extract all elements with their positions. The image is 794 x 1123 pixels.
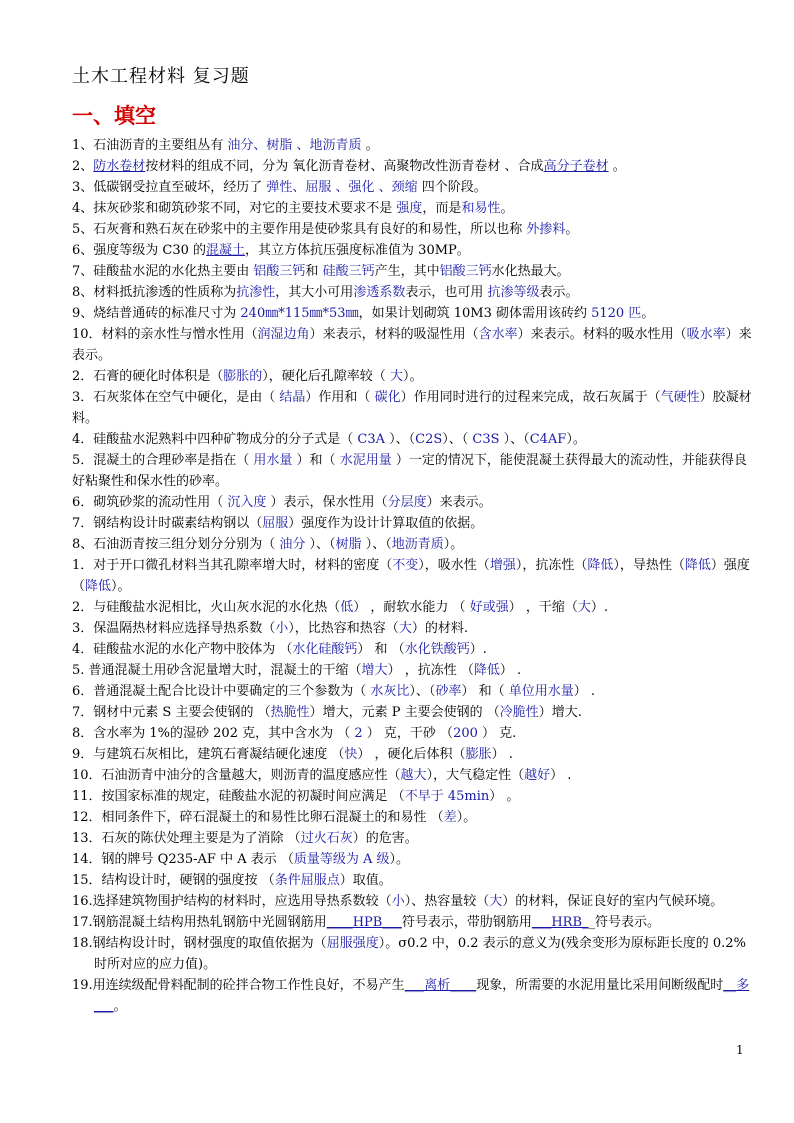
question-text: ）增大. (538, 705, 582, 720)
question-text: 。 (113, 999, 127, 1014)
question-text: ）、（ (305, 537, 336, 552)
question-item (72, 219, 752, 240)
question-text: ），比热容和热容（ (288, 621, 399, 636)
answer-text: 水化硅酸钙 (292, 642, 358, 657)
answer-text: C2S (415, 432, 443, 447)
answer-text: 降低 (587, 558, 614, 573)
question-text: ）的材料，保证良好的室内气候环境。 (502, 894, 724, 909)
question-list (72, 135, 752, 1017)
question-text: ） ，耐软水能力 （ (353, 600, 470, 615)
question-item (72, 744, 752, 765)
answer-text: 大 (489, 894, 503, 909)
answer-text: 增强 (489, 558, 516, 573)
section-heading: 一、填空 (72, 104, 156, 128)
question-text: 18.钢结构设计时，钢材强度的取值依据为（ (72, 936, 327, 951)
answer-text: 快 (344, 747, 358, 762)
answer-text: 和易性 (461, 201, 501, 216)
answer-text: 油分、树脂 、地沥青质 (227, 138, 362, 153)
question-text: 14．钢的牌号 Q235-AF 中 A 表示 （ (72, 852, 294, 867)
question-text: ）、（ (499, 432, 530, 447)
answer-text: 分层度 (387, 495, 427, 510)
question-text: ）。σ0.2 中，0.2 表示的意义为(残余变形为原标距长度的 0.2%时所对应的应力值)。 (94, 936, 746, 972)
answer-text: 屈服强度 (326, 936, 379, 951)
question-item (72, 807, 752, 828)
question-text: ） 。 (489, 789, 520, 804)
question-item (72, 618, 752, 639)
question-text: ），导热性（ (613, 558, 685, 573)
question-text: 3、低碳钢受拉直至破坏，经历了 (72, 180, 267, 195)
question-text: 和 (305, 264, 323, 279)
answer-text: 质量等级为 A 级 (293, 852, 390, 867)
question-text: ），硬化后孔隙率较（ (262, 369, 390, 384)
question-text: 5. 普通混凝土用砂含泥量增大时，混凝土的干缩（ (72, 663, 362, 678)
question-item (72, 534, 752, 555)
question-text: 。 (565, 222, 579, 237)
question-item (72, 513, 752, 534)
answer-text: 降低 (85, 579, 112, 594)
question-text: ）、热容量较（ (404, 894, 490, 909)
answer-text: 膨胀 (465, 747, 492, 762)
question-text: ），大气稳定性（ (426, 768, 525, 783)
answer-text: 含水率 (478, 327, 518, 342)
question-text: ） ，硬化后体积（ (357, 747, 466, 762)
question-text: ）取值。 (339, 873, 392, 888)
question-text: 8、石油沥青按三组分划分分别为（ (72, 537, 280, 552)
page-number: 1 (736, 1043, 744, 1057)
question-text: 8．含水率为 1%的湿砂 202 克，其中含水为 （ (72, 726, 355, 741)
question-text: 11．按国家标准的规定，硅酸盐水泥的初凝时间应满足 （ (72, 789, 405, 804)
question-item (72, 870, 752, 891)
question-text: 7．钢结构设计时碳素结构钢以（ (72, 516, 263, 531)
answer-text: C3A (357, 432, 386, 447)
question-text: 符号表示，带肋钢筋用 (401, 915, 532, 930)
question-text: ）、（ (385, 432, 416, 447)
question-text: ）增大，元素 P 主要会使钢的 （ (309, 705, 500, 720)
answer-text: 油分 (279, 537, 306, 552)
answer-text: 热脆性 (270, 705, 310, 720)
answer-text: 气硬性 (660, 390, 700, 405)
question-text: 。 (361, 138, 379, 153)
question-text: 19.用连续级配骨料配制的砼拌合物工作性良好，不易产生 (72, 978, 405, 993)
question-item (72, 723, 752, 744)
question-text: 13．石灰的陈伏处理主要是为了消除 （ (72, 831, 301, 846)
question-text: ）来表示。 (426, 495, 492, 510)
answer-text: 水灰比 (370, 684, 410, 699)
answer-text: 2 (354, 726, 363, 741)
answer-text: 条件屈服点 (274, 873, 340, 888)
question-text: 15．结构设计时，硬钢的强度按 （ (72, 873, 275, 888)
question-text: ）的材料. (411, 621, 468, 636)
question-text: ） 克，干砂 （ (362, 726, 454, 741)
question-item (72, 975, 752, 1017)
question-item (72, 765, 752, 786)
question-item (72, 177, 752, 198)
question-text: ）表示，保水性用（ (266, 495, 388, 510)
question-text: 12．相同条件下，碎石混凝土的和易性比卵石混凝土的和易性 （ (72, 810, 444, 825)
question-text: ）、（ (361, 537, 392, 552)
answer-text: 吸水率 (686, 327, 726, 342)
answer-text: 高分子卷材 (543, 159, 609, 174)
question-text: ）。 (111, 579, 131, 594)
answer-text: 不早于 45min (404, 789, 490, 804)
question-text: 1．对于开口微孔材料当其孔隙率增大时，材料的密度（ (72, 558, 393, 573)
question-text: ）来表示，材料的吸湿性用（ (309, 327, 479, 342)
question-text: ）、（ (409, 684, 436, 699)
question-item (72, 828, 752, 849)
question-item (72, 387, 752, 429)
question-text: ） ，干缩（ (508, 600, 578, 615)
answer-text: 5120 匹 (591, 306, 642, 321)
answer-text: 越好 (524, 768, 551, 783)
answer-text: 混凝土 (206, 243, 246, 258)
question-item (72, 912, 752, 933)
question-text: 9．与建筑石灰相比，建筑石膏凝结硬化速度 （ (72, 747, 345, 762)
question-item (72, 240, 752, 261)
question-text: ）. (590, 600, 609, 615)
question-text: 2．石膏的硬化时体积是（ (72, 369, 224, 384)
question-text: 8、材料抵抗渗透的性质称为 (72, 285, 237, 300)
question-item (72, 135, 752, 156)
question-text: _符号表示。 (588, 915, 661, 930)
answer-text: 单位用水量 (508, 684, 574, 699)
question-text: 6．砌筑砂浆的流动性用（ (72, 495, 228, 510)
question-text: 4．硅酸盐水泥的水化产物中胶体为 （ (72, 642, 293, 657)
question-text: 四个阶段。 (417, 180, 487, 195)
question-text: ）作用和（ (305, 390, 375, 405)
question-text: ）的危害。 (352, 831, 418, 846)
question-text: 表示。 (539, 285, 579, 300)
question-text: ，其大小可用 (275, 285, 354, 300)
question-text: ） 和 （ (357, 642, 405, 657)
question-text: ）强度作为设计计算取值的依据。 (288, 516, 484, 531)
question-text: ）。 (389, 852, 410, 867)
question-item (72, 891, 752, 912)
question-text: ），吸水性（ (418, 558, 490, 573)
answer-text: 大 (389, 369, 403, 384)
answer-text: 过火石灰 (300, 831, 353, 846)
answer-text: 大 (398, 621, 412, 636)
document-title: 土木工程材料 复习题 (72, 66, 250, 87)
question-text: ）来表示。材料的吸水性用（ (517, 327, 687, 342)
answer-text: 硅酸三钙 (322, 264, 375, 279)
answer-text: 砂率 (435, 684, 462, 699)
answer-text: 铝酸三钙 (253, 264, 306, 279)
answer-text: 差 (443, 810, 457, 825)
question-text: 。 (500, 201, 514, 216)
answer-text: 好或强 (469, 600, 509, 615)
question-text: ，而是 (422, 201, 462, 216)
answer-text: 润湿边角 (257, 327, 310, 342)
question-text: ） ，抗冻性 （ (387, 663, 474, 678)
answer-text: ___HRB_ (531, 915, 589, 930)
question-item (72, 303, 752, 324)
question-text: 7、硅酸盐水泥的水化热主要由 (72, 264, 254, 279)
answer-text: 小 (275, 621, 289, 636)
question-text: 3．保温隔热材料应选择导热系数（ (72, 621, 276, 636)
question-text: 16.选择建筑物围护结构的材料时，应选用导热系数较（ (72, 894, 392, 909)
question-text: ）胶凝材料。 (72, 390, 752, 426)
answer-text: 外掺料 (526, 222, 566, 237)
question-text: ），抗冻性（ (515, 558, 588, 573)
question-text: ） . (499, 663, 522, 678)
question-item (72, 849, 752, 870)
question-text: 3．石灰浆体在空气中硬化，是由（ (72, 390, 280, 405)
question-text: ，其立方体抗压强度标准值为 30MP。 (245, 243, 470, 258)
answer-text: C4AF (529, 432, 567, 447)
question-text: ）、（ (442, 432, 473, 447)
question-item (72, 639, 752, 660)
answer-text: 水化铁酸钙 (404, 642, 470, 657)
answer-text: __多___ (94, 978, 750, 1014)
question-item (72, 933, 752, 975)
answer-text: 小 (391, 894, 405, 909)
question-text: ）来表示。 (72, 327, 752, 363)
question-text: 表示，也可用 (405, 285, 488, 300)
question-text: ）。 (566, 432, 586, 447)
answer-text: 强度 (396, 201, 423, 216)
question-text: ） 和（ (461, 684, 509, 699)
answer-text: 防水卷材 (93, 159, 146, 174)
question-item (72, 198, 752, 219)
answer-text: 渗透系数 (353, 285, 406, 300)
answer-text: 结晶 (279, 390, 306, 405)
answer-text: 地沥青质 (391, 537, 444, 552)
question-item (72, 429, 752, 450)
question-item (72, 702, 752, 723)
question-text: ） . (573, 684, 595, 699)
question-text: 按材料的组成不同，分为 氧化沥青卷材、高聚物改性沥青卷材 、合成 (145, 159, 544, 174)
answer-text: 抗渗等级 (487, 285, 540, 300)
question-item (72, 681, 752, 702)
question-item (72, 597, 752, 618)
answer-text: 抗渗性 (236, 285, 276, 300)
answer-text: ___离析____ (404, 978, 477, 993)
question-text: ）作用同时进行的过程来完成，故石灰属于（ (400, 390, 661, 405)
question-text: ） . (550, 768, 572, 783)
question-text: ） 克. (477, 726, 517, 741)
answer-text: 低 (340, 600, 354, 615)
question-text: 4．硅酸盐水泥熟料中四种矿物成分的分子式是（ (72, 432, 358, 447)
answer-text: 大 (577, 600, 591, 615)
question-text: 5．混凝土的合理砂率是指在（ (72, 453, 254, 468)
answer-text: 膨胀的 (223, 369, 263, 384)
question-text: 。 (641, 306, 655, 321)
question-item (72, 324, 752, 366)
answer-text: 弹性、屈服 、强化 、颈缩 (266, 180, 418, 195)
answer-text: 降低 (684, 558, 711, 573)
question-text: 2．与硅酸盐水泥相比，火山灰水泥的水化热（ (72, 600, 341, 615)
answer-text: 降低 (473, 663, 500, 678)
question-item (72, 261, 752, 282)
question-text: ）。 (443, 537, 464, 552)
answer-text: 增大 (361, 663, 388, 678)
question-text: 1、石油沥青的主要组丛有 (72, 138, 228, 153)
question-text: 5、石灰膏和熟石灰在砂浆中的主要作用是使砂浆具有良好的和易性，所以也称 (72, 222, 527, 237)
question-text: 。 (608, 159, 626, 174)
question-text: 9、烧结普通砖的标准尺寸为 (72, 306, 241, 321)
question-text: ）. (469, 642, 487, 657)
answer-text: 用水量 (253, 453, 293, 468)
question-text: 2、 (72, 159, 94, 174)
question-text: 6．普通混凝土配合比设计中要确定的三个参数为（ (72, 684, 371, 699)
question-text: 4、抹灰砂浆和砌筑砂浆不同，对它的主要技术要求不是 (72, 201, 397, 216)
question-text: 17.钢筋混凝土结构用热轧钢筋中光圆钢筋用 (72, 915, 327, 930)
question-item (72, 492, 752, 513)
answer-text: 200 (453, 726, 478, 741)
question-text: 10．材料的亲水性与憎水性用（ (72, 327, 258, 342)
question-text: 水化热最大。 (491, 264, 570, 279)
answer-text: 屈服 (262, 516, 289, 531)
question-text: 现象，所需要的水泥用量比采用间断级配时 (476, 978, 724, 993)
question-item (72, 660, 752, 681)
question-text: ，如果计划砌筑 10M3 砌体需用该砖约 (358, 306, 592, 321)
question-text: 10．石油沥青中油分的含量越大，则沥青的温度感应性（ (72, 768, 401, 783)
question-item (72, 366, 752, 387)
question-text: ）强度（ (72, 558, 750, 594)
answer-text: 冷脆性 (499, 705, 539, 720)
answer-text: 铝酸三钙 (439, 264, 492, 279)
question-item (72, 450, 752, 492)
question-text: ）一定的情况下，能使混凝土获得最大的流动性，并能获得良好粘聚性和保水性的砂率。 (72, 453, 747, 489)
question-text: ） . (491, 747, 513, 762)
question-item (72, 555, 752, 597)
question-text: 产生，其中 (374, 264, 440, 279)
answer-text: 越大 (400, 768, 427, 783)
question-item (72, 156, 752, 177)
question-text: ）。 (456, 810, 477, 825)
answer-text: 碳化 (374, 390, 401, 405)
answer-text: 240㎜*115㎜*53㎜ (240, 306, 359, 321)
question-text: 6、强度等级为 C30 的 (72, 243, 207, 258)
answer-text: 树脂 (335, 537, 362, 552)
answer-text: ____HPB___ (326, 915, 402, 930)
question-item (72, 786, 752, 807)
question-item (72, 282, 752, 303)
answer-text: 沉入度 (227, 495, 267, 510)
question-text: ）和（ (292, 453, 340, 468)
answer-text: C3S (472, 432, 500, 447)
answer-text: 水泥用量 (339, 453, 392, 468)
question-text: ）。 (402, 369, 423, 384)
question-text: 7．钢材中元素 S 主要会使钢的 （ (72, 705, 271, 720)
answer-text: 不变 (392, 558, 419, 573)
